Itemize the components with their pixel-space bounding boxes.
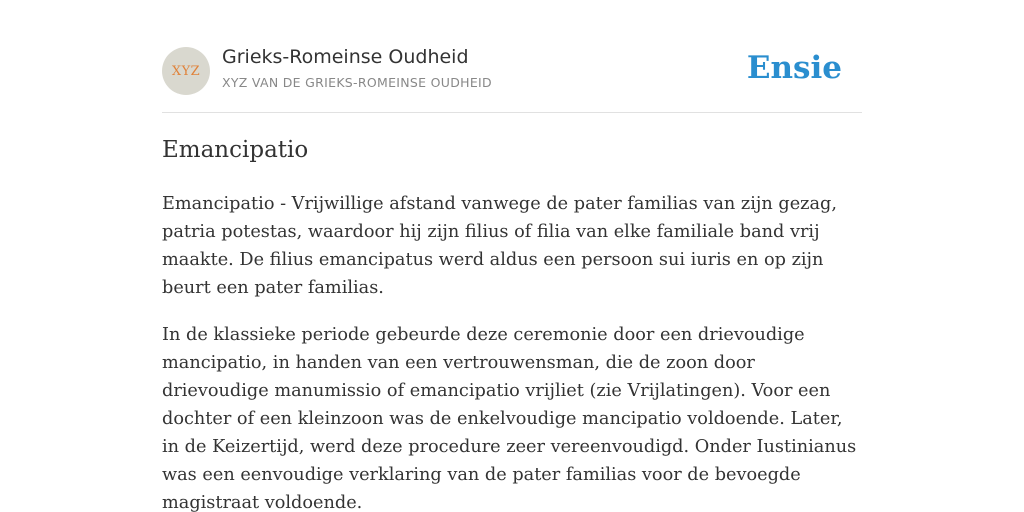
source-avatar[interactable]: [162, 47, 210, 95]
source-subtitle: XYZ VAN DE GRIEKS-ROMEINSE OUDHEID: [222, 75, 492, 90]
ensie-logo[interactable]: Ensie: [746, 50, 842, 86]
avatar-text: XYZ: [171, 63, 201, 79]
article-body: [162, 190, 862, 512]
content-container: [162, 0, 862, 512]
article-paragraph: Emancipatio - Vrijwillige afstand vanwege de pater familias van zijn gezag, patria potestas, waardoor hij zijn filius of filia van elke familiale band vrij maakte. De filius emancipatus werd aldus een persoon sui iuris en op zijn beurt een pater familias.: [162, 194, 837, 298]
article-title: Emancipatio: [162, 137, 309, 163]
source-title[interactable]: Grieks-Romeinse Oudheid: [222, 46, 469, 68]
source-header: [162, 0, 862, 113]
article-paragraph: In de klassieke periode gebeurde deze ceremonie door een drievoudige mancipatio, in handen van een vertrouwensman, die de zoon door drievoudige manumissio of emancipatio vrijliet (zie Vrijlatingen). Voor een dochter of een kleinzoon was de enkelvoudige mancipatio voldoende. Later, in de Keizertijd, werd deze procedure zeer vereenvoudigd. Onder Iustinianus was een eenvoudige verklaring van de pater familias voor de bevoegde magistraat voldoende.: [162, 325, 857, 512]
